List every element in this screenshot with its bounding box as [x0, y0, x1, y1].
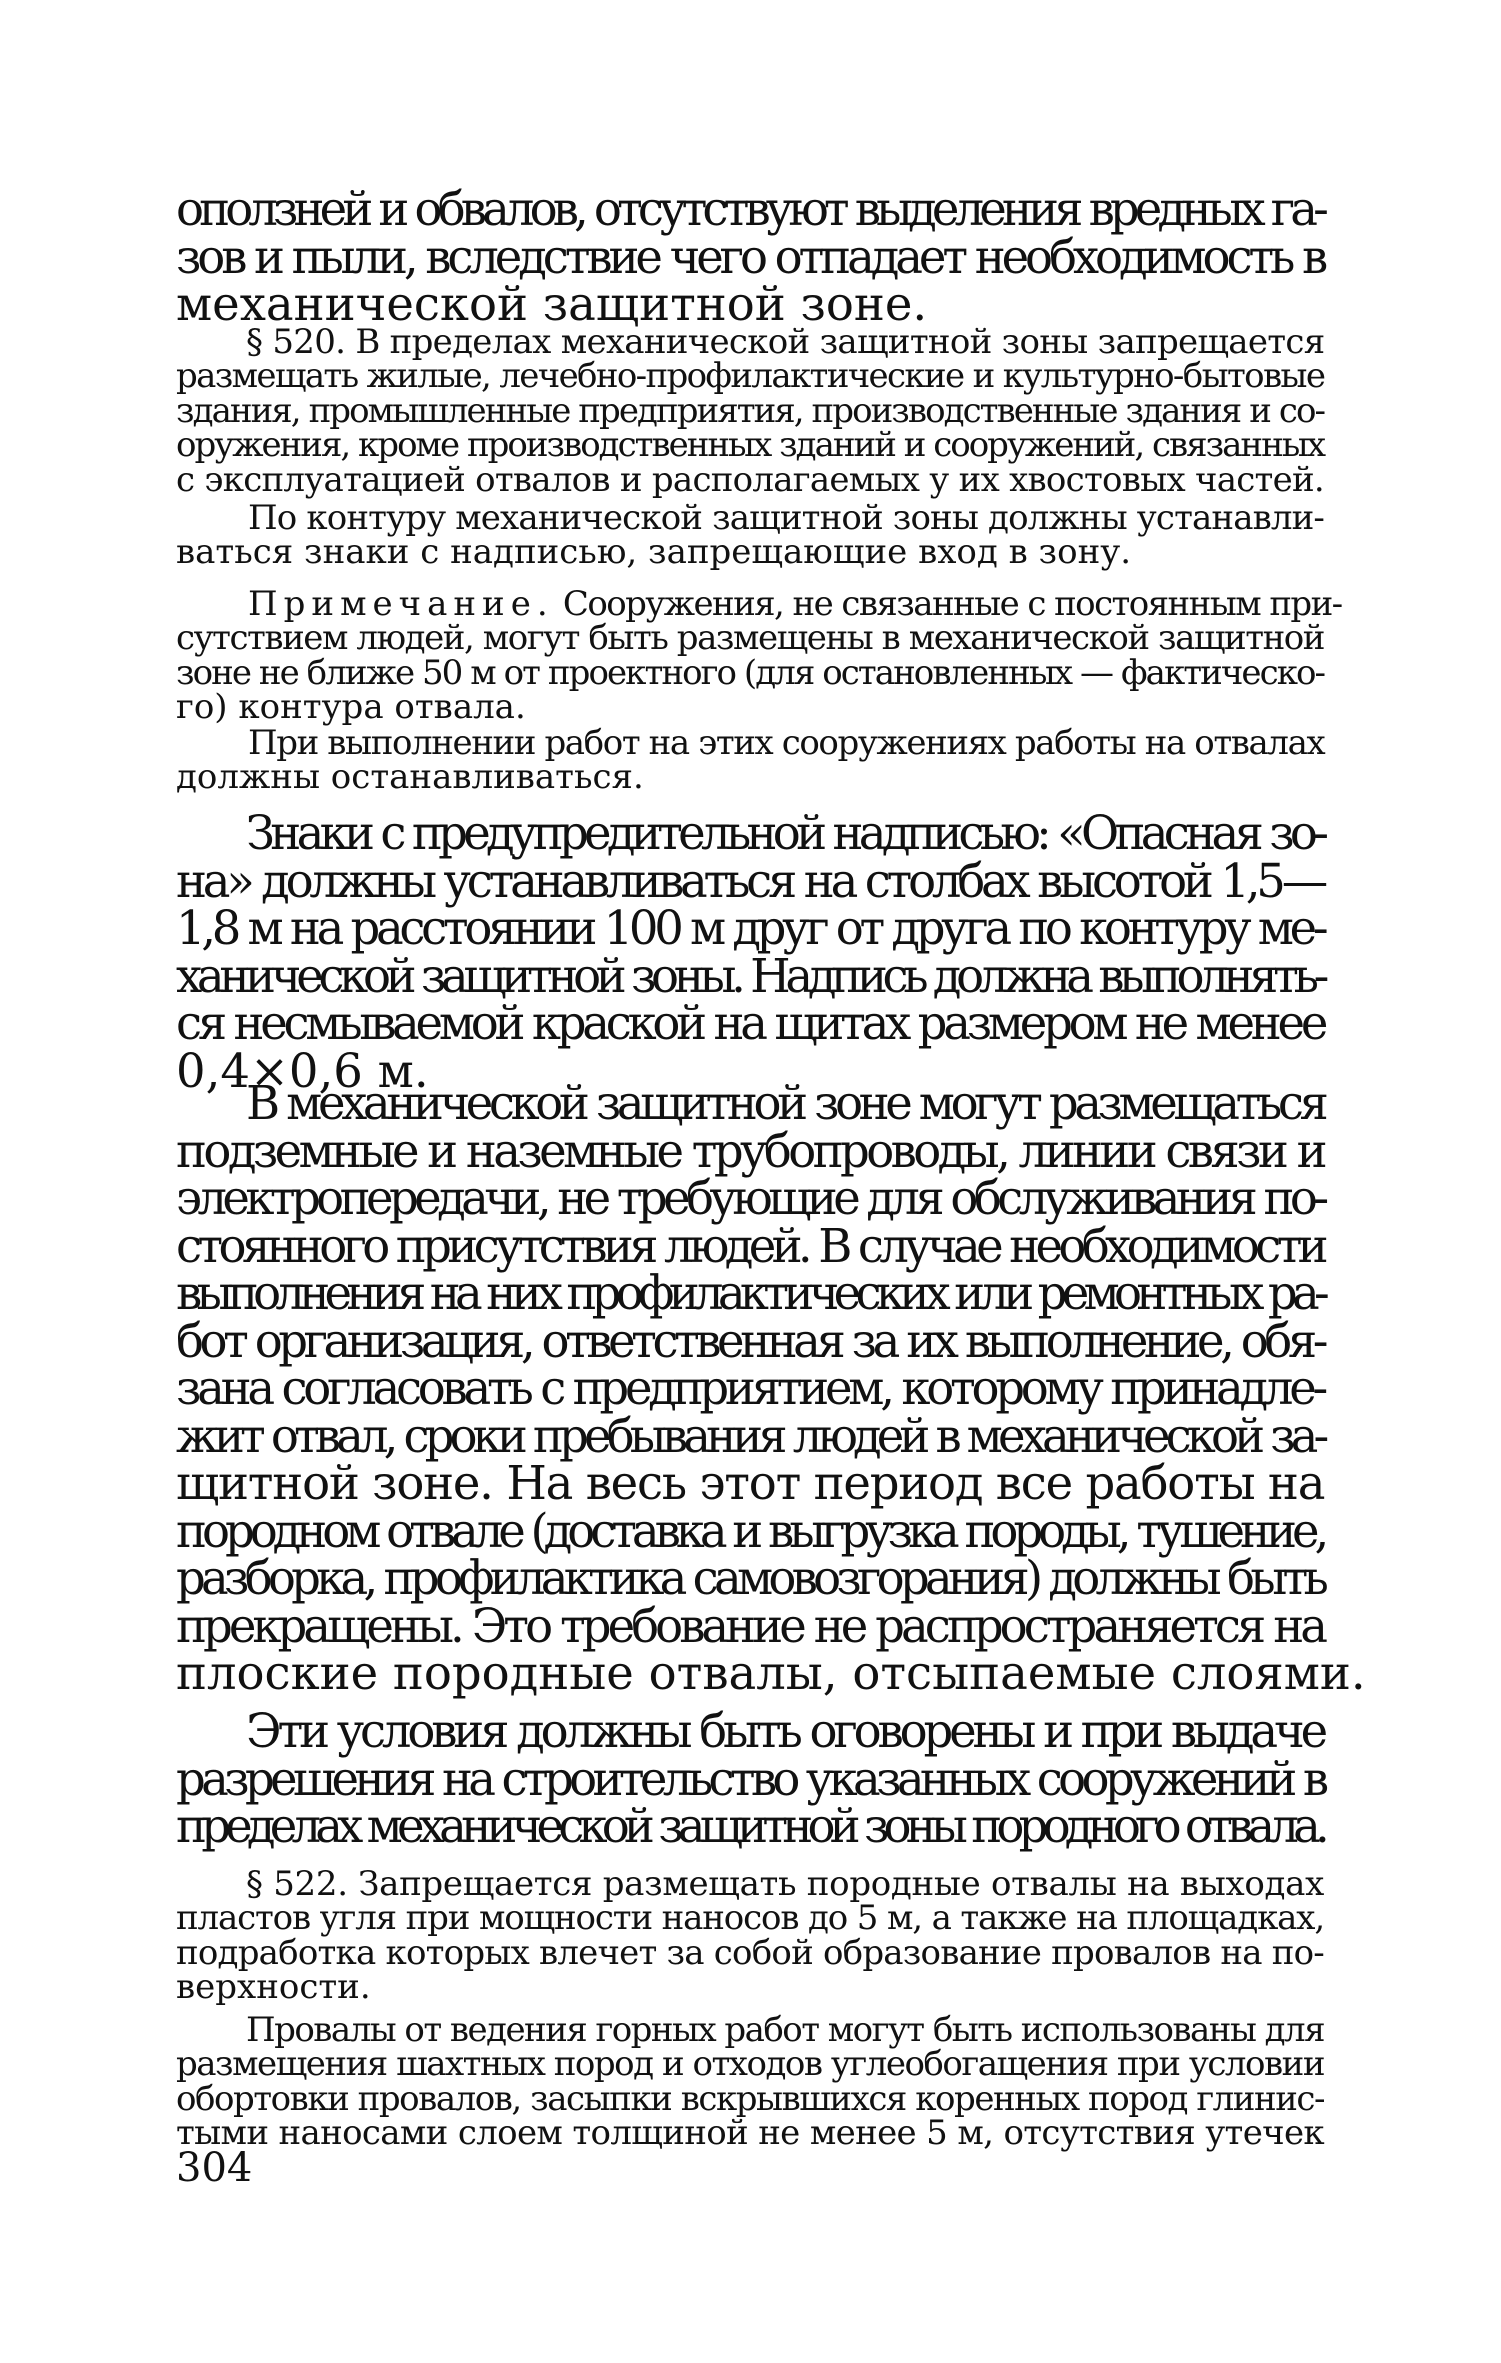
text-line: верхности. — [176, 1967, 371, 2008]
section-522-failures — [176, 2010, 1324, 2154]
text-line: на» должны устанавливаться на столбах высотой 1,5— — [176, 853, 1324, 908]
note-label: Примечание. — [248, 584, 554, 624]
text-line: здания, промышленные предприятия, производственные здания и со- — [176, 390, 1324, 431]
text-line: 0,4×0,6 м. — [176, 1043, 429, 1098]
text-line: пределах механической защитной зоны породного отвала. — [176, 1799, 1324, 1853]
text-line: Знаки с предупредительной надписью: «Опасная зо- — [246, 806, 1325, 860]
commentary-conditions — [176, 1704, 1325, 1853]
section-520 — [176, 322, 1325, 500]
text-line: размещать жилые, лечебно-профилактические и культурно-бытовые — [176, 356, 1325, 397]
text-line: По контуру механической защитной зоны должны устанавли- — [248, 498, 1324, 538]
text-line: разрешения на строительство указанных сооружений в — [176, 1751, 1325, 1806]
text-line: Провалы от ведения горных работ могут быть использованы для — [246, 2010, 1324, 2050]
paragraph-continuation — [176, 182, 1325, 331]
section-520-contour — [176, 498, 1324, 573]
text-line: обортовки провалов, засыпки вскрывшихся коренных пород глинис- — [176, 2078, 1324, 2119]
section-522 — [176, 1864, 1324, 2008]
text-line: с эксплуатацией отвалов и располагаемых у их хвостовых частей. — [176, 459, 1324, 500]
text-line: прекращены. Это требование не распространяется на — [176, 1598, 1324, 1653]
text-line: бот организация, ответственная за их выполнение, обя- — [176, 1313, 1324, 1368]
note-first-line — [176, 584, 1342, 624]
text-line: зана согласовать с предприятием, которому принадле- — [176, 1361, 1324, 1415]
text-line: щитной зоне. На весь этот период все работы на — [176, 1456, 1325, 1510]
text-line: § 520. В пределах механической защитной зоны запрещается — [246, 322, 1325, 362]
text-line: зов и пыли, вследствие чего отпадает необходимость в — [176, 229, 1325, 284]
text-line: плоские породные отвалы, отсыпаемые слоями. — [176, 1646, 1366, 1700]
commentary-pipelines — [176, 1076, 1366, 1700]
section-520-works — [176, 723, 1325, 798]
text-line: электропередачи, не требующие для обслуживания по- — [176, 1171, 1325, 1225]
text-line: При выполнении работ на этих сооружениях работы на отвалах — [248, 723, 1325, 763]
page-number: 304 — [176, 2145, 253, 2191]
text-line: разборка, профилактика самовозгорания) должны быть — [176, 1551, 1325, 1605]
text-line: должны останавливаться. — [176, 757, 644, 798]
text-line: оползней и обвалов, отсутствуют выделения вредных га- — [176, 182, 1324, 236]
section-520-note — [176, 584, 1342, 728]
text-line: подработка которых влечет за собой образование провалов на по- — [176, 1932, 1324, 1973]
text-line: жит отвал, сроки пребывания людей в механической за- — [176, 1408, 1325, 1463]
text-line: пластов угля при мощности наносов до 5 м, а также на площадках, — [176, 1898, 1324, 1939]
text-line: § 522. Запрещается размещать породные отвалы на выходах — [246, 1864, 1324, 1904]
text-line: сутствием людей, могут быть размещены в механической защитной — [176, 618, 1324, 659]
text-line: механической защитной зоне. — [176, 277, 928, 331]
text-line: размещения шахтных пород и отходов углеобогащения при условии — [176, 2044, 1324, 2085]
text-line: породном отвале (доставка и выгрузка породы, тушение, — [176, 1503, 1325, 1558]
text-line: Эти условия должны быть оговорены и при выдаче — [246, 1704, 1324, 1758]
text-line: 1,8 м на расстоянии 100 м друг от друга по контуру ме- — [176, 901, 1325, 955]
text-line: ся несмываемой краской на щитах размером не менее — [176, 996, 1325, 1050]
text-line: В механической защитной зоне могут размещаться — [246, 1076, 1325, 1130]
text-line: подземные и наземные трубопроводы, линии связи и — [176, 1123, 1324, 1178]
commentary-signs — [176, 806, 1325, 1098]
text-line: стоянного присутствия людей. В случае необходимости — [176, 1218, 1324, 1273]
text-line: выполнения на них профилактических или ремонтных ра- — [176, 1266, 1325, 1320]
text-line: тыми наносами слоем толщиной не менее 5 м, отсутствия утечек — [176, 2113, 1324, 2154]
text-line: ханической защитной зоны. Надпись должна выполнять- — [176, 948, 1325, 1003]
note-text: Сооружения, не связанные с постоянным при- — [553, 584, 1342, 624]
text-line: го) контура отвала. — [176, 687, 526, 728]
text-line: ваться знаки с надписью, запрещающие вход в зону. — [176, 532, 1132, 573]
text-line: зоне не ближе 50 м от проектного (для остановленных — фактическо- — [176, 652, 1325, 693]
text-line: оружения, кроме производственных зданий и сооружений, связанных — [176, 425, 1324, 466]
